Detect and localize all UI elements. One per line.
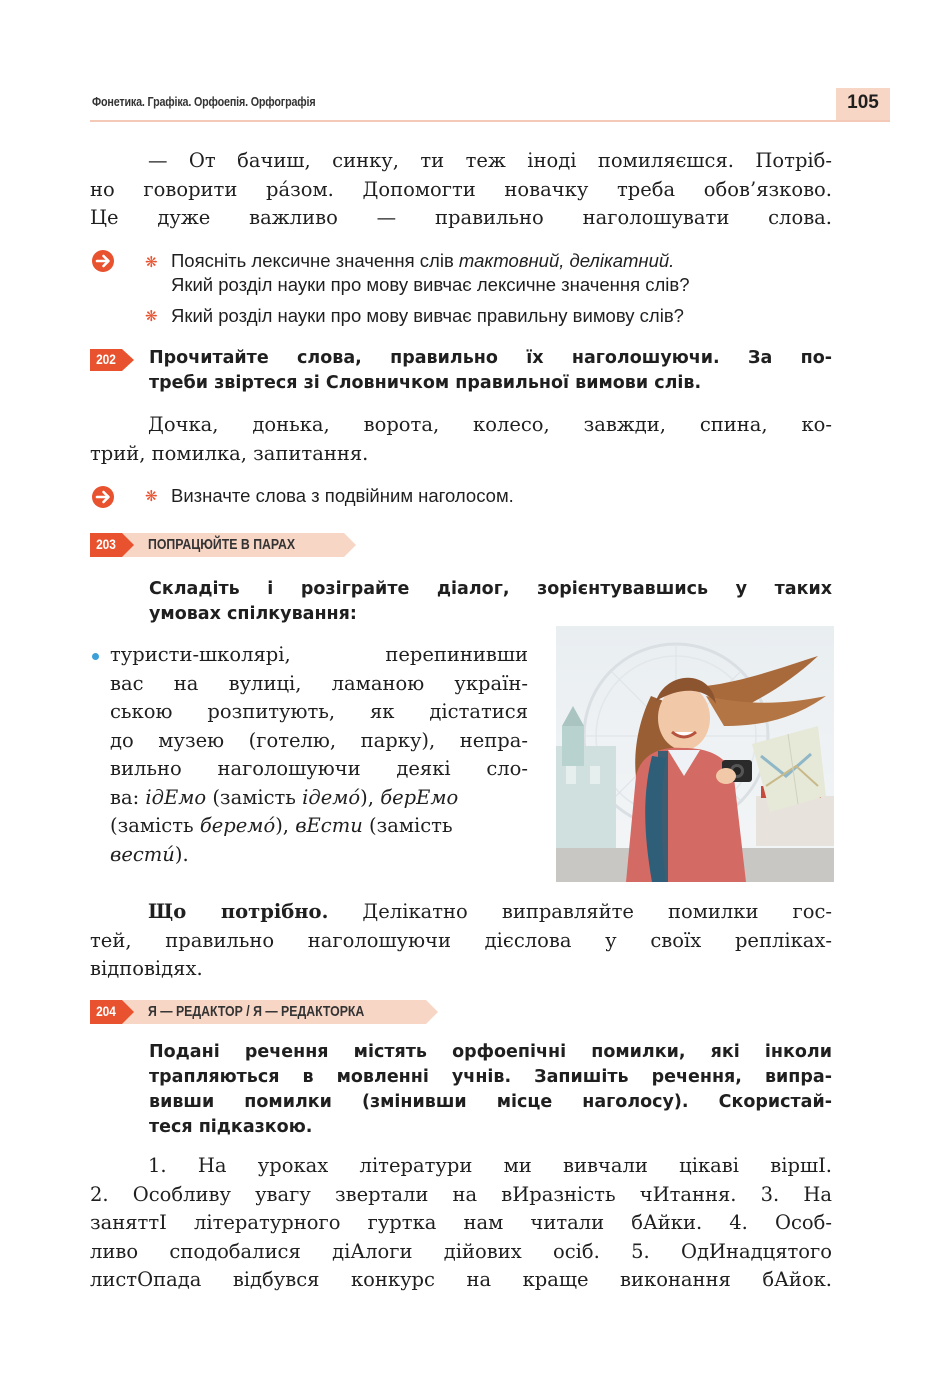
text: ),: [275, 814, 296, 837]
sentence-line: листОпада відбувся конкурс на краще виконання бАйок.: [90, 1268, 832, 1291]
text: (замість: [110, 814, 200, 837]
sentence-line: 2. Особливу увагу звертали на вИразність чИтання. 3. На: [90, 1182, 832, 1206]
words-line: трий, помилка, запитання.: [90, 441, 369, 465]
text: (замість: [362, 814, 453, 837]
words-line: Дочка, донька, ворота, колесо, завжди, спина, ко-: [148, 413, 832, 436]
task-line: треби звіртеся зі Словничком правильної вимови слів.: [149, 373, 702, 393]
bullet-line: вильно наголошуючи деякі сло-: [110, 757, 528, 780]
intro-line: — От бачиш, синку, ти теж іноді помиляєшся. Потріб-: [148, 149, 832, 172]
exercise-202-question: Визначте слова з подвійним наголосом.: [171, 485, 514, 506]
intro-paragraph: [90, 147, 832, 233]
exercise-203-task: [149, 577, 832, 627]
italic-word: ідемо́: [302, 785, 361, 809]
bullet-line: ською розпитують, як дістатися: [110, 700, 528, 723]
exercise-204-sentences: [90, 1152, 832, 1295]
exercise-203-bullet: [110, 641, 528, 869]
task-line: трапляються в мовленні учнів. Запишіть речення, випра-: [149, 1067, 832, 1087]
italic-word: вести́: [110, 842, 175, 866]
italic-word: ідЕмо: [145, 785, 207, 809]
arrow-right-icon: [92, 486, 114, 508]
task-line: Складіть і розіграйте діалог, зорієнтувавшись у таких: [149, 579, 832, 599]
task-line: Подані речення містять орфоепічні помилки, які інколи: [149, 1042, 832, 1062]
what-needed-line: тей, правильно наголошуючи дієслова у своїх репліках-: [90, 928, 832, 952]
exercise-202-task: [149, 346, 832, 396]
bullet-line: туристи-школярі, перепинивши: [110, 643, 528, 666]
text: ва:: [110, 785, 146, 809]
exercise-number: 204: [96, 1003, 116, 1019]
text: (замість: [206, 785, 303, 809]
bullet-line: [110, 841, 528, 870]
italic-word: вЕсти: [295, 814, 363, 837]
exercise-number: 203: [96, 536, 116, 552]
task-line: Прочитайте слова, правильно їх наголошуючи. За по-: [149, 348, 832, 368]
bullet-line: [110, 812, 528, 841]
exercise-204-label: Я — РЕДАКТОР / Я — РЕДАКТОРКА: [148, 1003, 365, 1020]
tourist-girl-photo: [556, 626, 834, 882]
bullet-line: [110, 784, 528, 813]
exercise-number: 202: [96, 351, 116, 367]
question-2: Який розділ науки про мову вивчає правильну вимову слів?: [171, 305, 684, 326]
text: ).: [174, 842, 189, 866]
exercise-203-what-needed: [90, 898, 832, 984]
bullet-line: вас на вулиці, ламаною україн-: [110, 671, 528, 695]
text: ),: [360, 785, 381, 809]
sentence-line: ливо сподобалися діАлоги дійових осіб. 5. ОдИнадцятого: [90, 1239, 832, 1263]
task-line: умовах спілкування:: [149, 604, 357, 624]
running-head: Фонетика. Графіка. Орфоепія. Орфографія: [92, 95, 316, 109]
task-line: вивши помилки (змінивши місце наголосу). Скористай-: [149, 1092, 832, 1112]
what-needed-line: [90, 898, 832, 927]
bullet-dot: [92, 653, 99, 660]
intro-line: но говорити ра́зом. Допомогти новачку треба обов’язково.: [90, 177, 832, 201]
exercise-badge-202: [90, 349, 136, 371]
exercise-204-task: [149, 1040, 832, 1140]
header-rule: [90, 120, 890, 122]
what-needed-bold: Що потрібно.: [148, 900, 329, 923]
asterisk-icon: ❋: [145, 307, 158, 325]
intro-line: Це дуже важливо — правильно наголошувати слова.: [90, 206, 832, 229]
exercise-202-words: [90, 411, 832, 468]
question-1-line2: Який розділ науки про мову вивчає лексичне значення слів?: [171, 274, 690, 295]
sentence-line: 1. На уроках літератури ми вивчали цікаві віршІ.: [148, 1154, 832, 1177]
text: Делікатно виправляйте помилки гос-: [328, 900, 832, 923]
page-number: 105: [847, 92, 879, 113]
question-1: [171, 249, 836, 297]
what-needed-line: відповідях.: [90, 957, 203, 980]
task-line: теся підказкою.: [149, 1117, 313, 1137]
asterisk-icon: ❋: [145, 487, 158, 505]
sentence-line: заняттІ літературного гуртка нам читали бАйки. 4. Особ-: [90, 1211, 832, 1234]
italic-word: берЕмо: [380, 785, 459, 809]
exercise-203-label: ПОПРАЦЮЙТЕ В ПАРАХ: [148, 536, 296, 553]
bullet-line: до музею (готелю, парку), непра-: [110, 728, 528, 752]
question-1-italic: тактовний, делікатний.: [458, 250, 675, 271]
italic-word: беремо́: [199, 814, 276, 837]
asterisk-icon: ❋: [145, 253, 158, 271]
arrow-right-icon: [92, 250, 114, 272]
question-1-text: Поясніть лексичне значення слів: [171, 250, 459, 271]
